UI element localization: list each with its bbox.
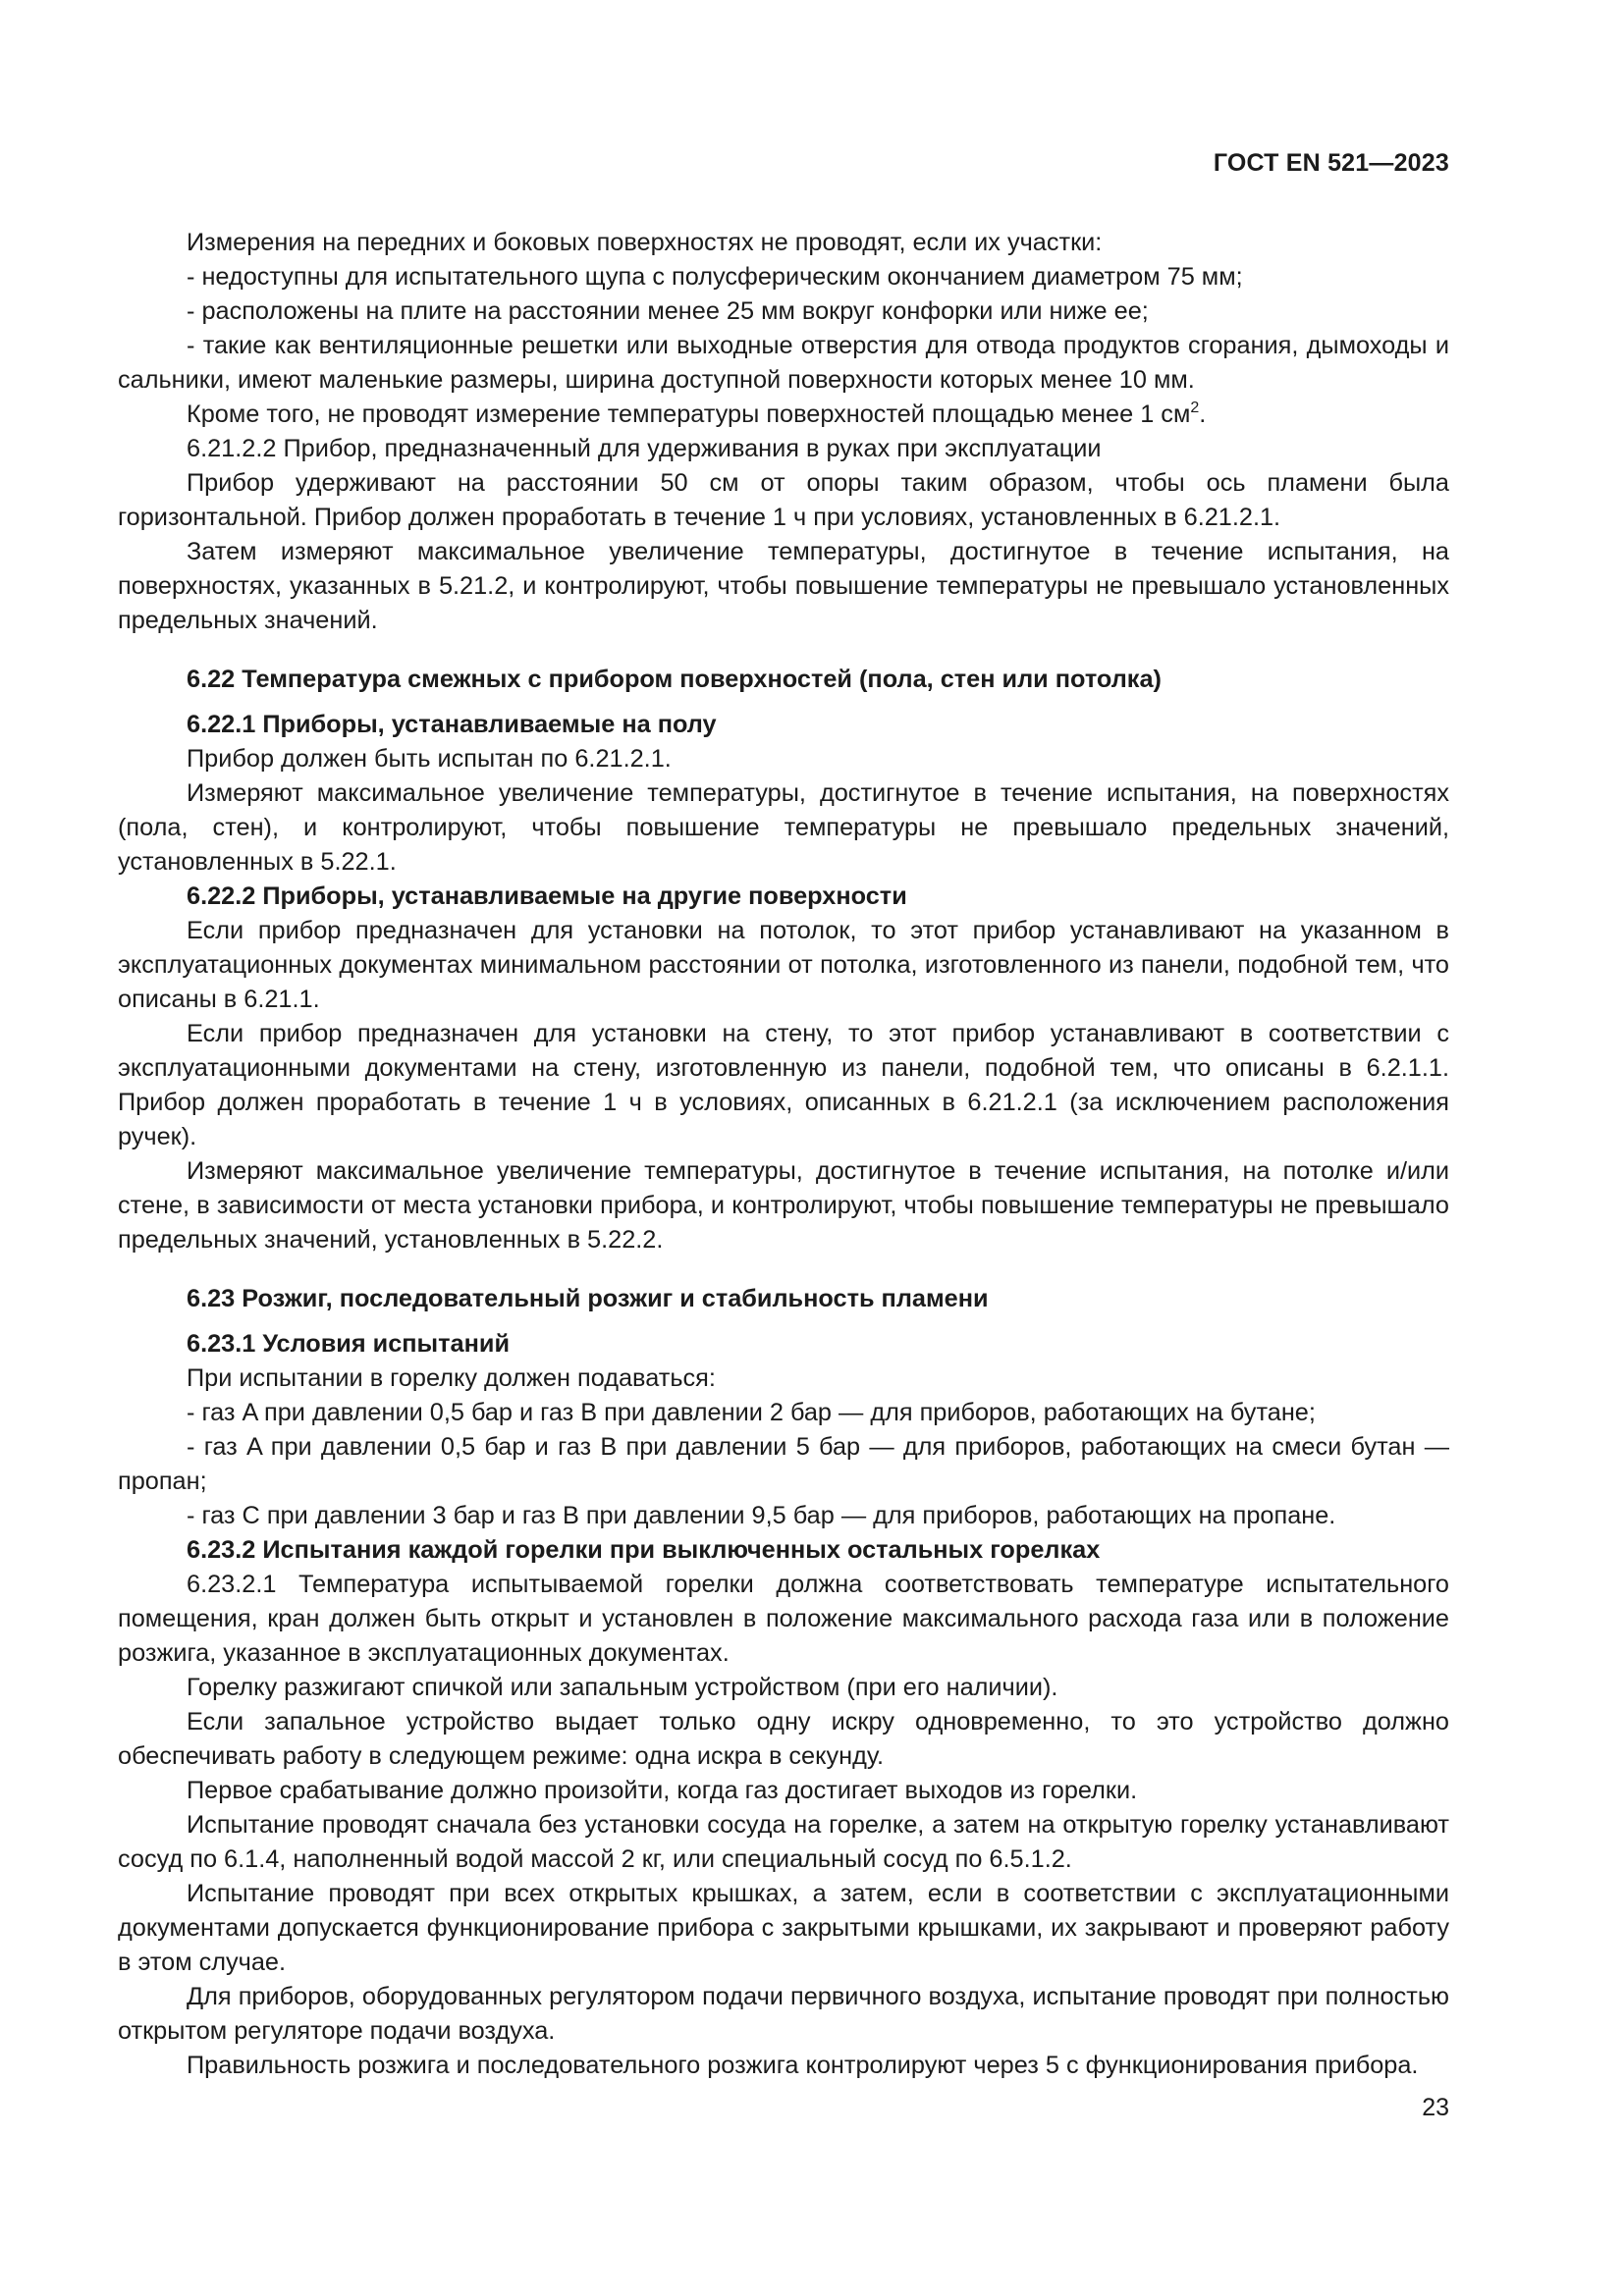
standard-id-header: ГОСТ EN 521—2023 [1213,149,1449,177]
list-item: - газ A при давлении 0,5 бар и газ B при давлении 5 бар — для приборов, работающих на смеси бутан — пропан; [118,1433,1449,1495]
subsection-heading-6-22-2: 6.22.2 Приборы, устанавливаемые на другие поверхности [187,882,907,910]
paragraph: Измеряют максимальное увеличение температуры, достигнутое в течение испытания, на потолке и/или стене, в зависимости от места установки прибора, и контролируют, чтобы повышение температуры не превышало предельных значений, установленных в 5.22.2. [118,1157,1449,1254]
paragraph: Измеряют максимальное увеличение температуры, достигнутое в течение испытания, на поверхностях (пола, стен), и контролируют, чтобы повышение температуры не превышало предельных значений, установленных в 5.22.1. [118,779,1449,876]
subsection-heading-6-23-1: 6.23.1 Условия испытаний [187,1330,510,1358]
area-note-end: . [1199,400,1207,428]
paragraph: Испытание проводят сначала без установки сосуда на горелке, а затем на открытую горелку устанавливают сосуд по 6.1.4, наполненный водой массой 2 кг, или специальный сосуд по 6.5.1.2. [118,1811,1449,1873]
section-heading-6-22: 6.22 Температура смежных с прибором поверхностей (пола, стен или потолка) [187,666,1162,693]
list-item: - газ C при давлении 3 бар и газ B при давлении 9,5 бар — для приборов, работающих на пропане. [187,1502,1336,1529]
clause-title: 6.21.2.2 Прибор, предназначенный для удерживания в руках при эксплуатации [187,435,1102,462]
list-item: - расположены на плите на расстоянии менее 25 мм вокруг конфорки или ниже ее; [187,297,1149,325]
superscript: 2 [1190,400,1200,416]
paragraph [118,398,1449,432]
list-item: - такие как вентиляционные решетки или выходные отверстия для отвода продуктов сгорания, дымоходы и сальники, имеют маленькие размеры, ширина доступной поверхности которых менее 10 мм. [118,332,1449,394]
paragraph: Прибор должен быть испытан по 6.21.2.1. [187,745,672,773]
paragraph: Правильность розжига и последовательного розжига контролируют через 5 с функционирования прибора. [187,2052,1419,2079]
page-body [118,226,1449,2083]
paragraph: Если прибор предназначен для установки на потолок, то этот прибор устанавливают на указанном в эксплуатационных документах минимальном расстоянии от потолка, изготовленного из панели, подобной тем, что описаны в 6.21.1. [118,917,1449,1013]
paragraph: Для приборов, оборудованных регулятором подачи первичного воздуха, испытание проводят при полностью открытом регуляторе подачи воздуха. [118,1983,1449,2045]
paragraph: Прибор удерживают на расстоянии 50 см от опоры таким образом, чтобы ось пламени была горизонтальной. Прибор должен проработать в течение 1 ч при условиях, установленных в 6.21.2.1. [118,469,1449,531]
area-note-text: Кроме того, не проводят измерение температуры поверхностей площадью менее 1 см [187,400,1191,428]
paragraph: Измерения на передних и боковых поверхностях не проводят, если их участки: [187,229,1103,256]
paragraph: Затем измеряют максимальное увеличение температуры, достигнутое в течение испытания, на поверхностях, указанных в 5.21.2, и контролируют, чтобы повышение температуры не превышало установленных предельных значений. [118,538,1449,634]
paragraph: При испытании в горелку должен подаваться: [187,1364,716,1392]
list-item: - недоступны для испытательного щупа с полусферическим окончанием диаметром 75 мм; [187,263,1243,291]
paragraph: Испытание проводят при всех открытых крышках, а затем, если в соответствии с эксплуатационными документами допускается функционирование прибора с закрытыми крышками, их закрывают и проверяют работу в этом случае. [118,1880,1449,1976]
paragraph: Если прибор предназначен для установки на стену, то этот прибор устанавливают в соответствии с эксплуатационными документами на стену, изготовленную из панели, подобной тем, что описаны в 6.2.1.1. Прибор должен проработать в течение 1 ч в условиях, описанных в 6.21.2.1 (за исключением расположения ручек). [118,1020,1449,1150]
paragraph: Первое срабатывание должно произойти, когда газ достигает выходов из горелки. [187,1777,1138,1804]
list-item: - газ A при давлении 0,5 бар и газ B при давлении 2 бар — для приборов, работающих на бутане; [187,1399,1316,1426]
subsection-heading-6-23-2: 6.23.2 Испытания каждой горелки при выключенных остальных горелках [187,1536,1101,1564]
section-heading-6-23: 6.23 Розжиг, последовательный розжиг и стабильность пламени [187,1285,989,1312]
paragraph: Если запальное устройство выдает только одну искру одновременно, то это устройство должно обеспечивать работу в следующем режиме: одна искра в секунду. [118,1708,1449,1770]
page-number: 23 [1422,2094,1449,2121]
paragraph: Горелку разжигают спичкой или запальным устройством (при его наличии). [187,1674,1058,1701]
paragraph: 6.23.2.1 Температура испытываемой горелки должна соответствовать температуре испытательного помещения, кран должен быть открыт и установлен в положение максимального расхода газа или в положение розжига, указанное в эксплуатационных документах. [118,1571,1449,1667]
subsection-heading-6-22-1: 6.22.1 Приборы, устанавливаемые на полу [187,711,717,738]
